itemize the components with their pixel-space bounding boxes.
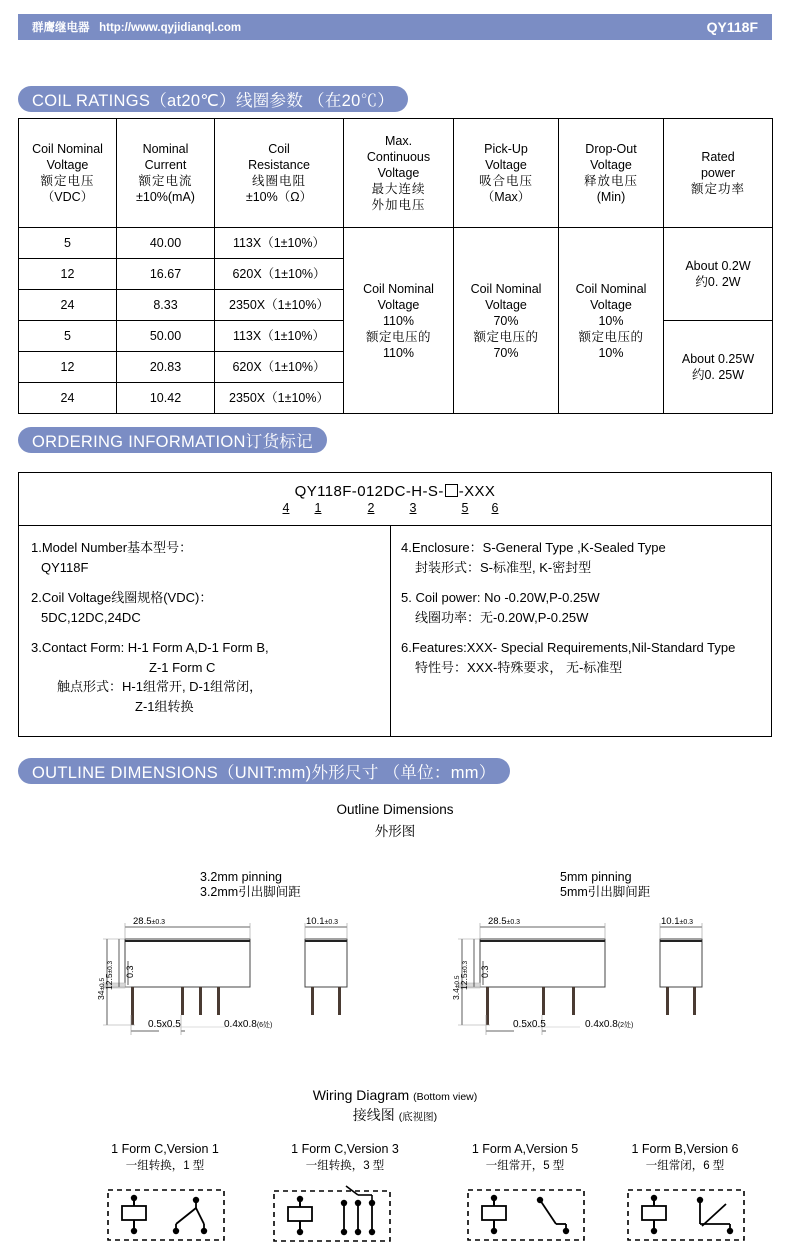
coil-ratings-table <box>18 118 773 414</box>
wiring-symbol-form-c-v3 <box>272 1181 402 1245</box>
puv-l5: 70% <box>493 345 519 360</box>
ordering-code-suffix: -XXX <box>458 482 496 500</box>
wiring-label-en: 1 Form A,Version 5 <box>471 1142 579 1156</box>
puv-l1: Coil Nominal <box>470 281 542 296</box>
dim-tol: ±0.5 <box>99 977 106 991</box>
cell-current: 20.83 <box>117 352 215 383</box>
cell-resistance: 2350X（1±10%） <box>215 290 344 321</box>
cell-current: 16.67 <box>117 259 215 290</box>
dim-value: 12.5 <box>459 973 469 990</box>
oi-line: 触点形式：H-1组常开, D-1组常闭， <box>57 679 263 694</box>
th-line-en1: Max. <box>384 134 413 148</box>
th-line-en2: Voltage <box>485 158 527 172</box>
th-line-unit: (Min) <box>596 190 626 204</box>
wiring-title-en-main: Wiring Diagram <box>312 1087 410 1103</box>
ordering-column-left <box>19 526 391 737</box>
dim-tol: ±0.3 <box>324 919 339 926</box>
dim-value: 0.4x0.8 <box>224 1019 257 1030</box>
left-dim-base: 0.3 <box>125 965 135 978</box>
rp2-en: About 0.25W <box>681 352 755 366</box>
ordering-column-right <box>391 526 771 737</box>
dim-value: 10.1 <box>306 916 325 927</box>
wiring-symbol-form-a-v5 <box>466 1186 586 1244</box>
ordering-item-coil-power <box>401 588 765 627</box>
th-line-en2: Resistance <box>248 158 310 172</box>
cell-resistance: 620X（1±10%） <box>215 259 344 290</box>
oi-line: 特性号：XXX-特殊要求， 无-标准型 <box>415 659 623 675</box>
left-pin-dim-a: 0.5x0.5 <box>148 1019 181 1030</box>
rp2-cn: 约0. 25W <box>691 368 745 382</box>
dim-tol: ±0.3 <box>151 919 166 926</box>
dim-tol: ±0.3 <box>679 919 694 926</box>
puv-l3: 70% <box>493 313 519 328</box>
wiring-label-cn: 一组转换，1 型 <box>125 1160 205 1173</box>
mcv-l1: Coil Nominal <box>363 281 434 296</box>
th-drop-out-voltage <box>559 119 664 228</box>
outline-dimensions-title-en: Outline Dimensions <box>336 802 454 817</box>
cell-current: 50.00 <box>117 321 215 352</box>
cell-resistance: 620X（1±10%） <box>215 352 344 383</box>
dim-tol: ±0.3 <box>107 960 114 974</box>
dim-value: 0.4x0.8 <box>585 1019 618 1030</box>
cell-pick-up-voltage <box>454 228 559 414</box>
header-model: QY118F <box>706 19 758 35</box>
right-dim-base: 0.3 <box>480 965 490 978</box>
ordering-code-prefix: QY118F-012DC-H-S- <box>294 482 444 500</box>
th-line-en2: Voltage <box>46 158 89 172</box>
th-line-en3: Voltage <box>377 166 420 180</box>
th-line-en1: Coil Nominal <box>32 142 103 156</box>
th-line-cn2: 外加电压 <box>371 198 426 212</box>
wiring-title-cn-sub: (底视图) <box>398 1111 438 1123</box>
dim-tol: ±0.5 <box>454 975 461 989</box>
th-line-en1: Coil <box>268 142 290 156</box>
th-line-cn: 释放电压 <box>583 174 638 188</box>
mcv-l5: 110% <box>382 345 415 360</box>
left-dim-height-body <box>104 961 116 990</box>
oi-line: Z-1组转换 <box>135 698 194 714</box>
x: 4 <box>282 500 290 515</box>
th-line-en1: Drop-Out <box>585 142 637 156</box>
right-dim-width <box>488 916 520 929</box>
th-line-en1: Nominal <box>142 142 189 156</box>
th-line-cn: 额定电压 <box>40 174 95 188</box>
page-header-bar <box>18 14 772 40</box>
cell-current: 10.42 <box>117 383 215 414</box>
puv-l4: 额定电压的 <box>473 329 539 344</box>
dov-l3: 10% <box>598 313 624 328</box>
dim-note: (6处) <box>256 1022 273 1029</box>
left-dim-width <box>133 916 165 929</box>
oi-title: 4.Enclosure：S-General Type ,K-Sealed Type <box>401 540 666 555</box>
th-line-en1: Pick-Up <box>484 142 528 156</box>
cell-current: 40.00 <box>117 228 215 259</box>
th-line-en2: power <box>700 166 736 180</box>
th-line-en2: Current <box>144 158 187 172</box>
right-dim-side <box>661 916 693 929</box>
cell-resistance: 113X（1±10%） <box>215 321 344 352</box>
cell-drop-out-voltage <box>559 228 664 414</box>
wiring-label-form-a-v5 <box>435 1140 615 1175</box>
section-title-outline-dimensions: OUTLINE DIMENSIONS（UNIT:mm)外形尺寸 （单位：mm） <box>18 758 510 784</box>
outline-dimensions-title-cn: 外形图 <box>374 824 416 839</box>
th-coil-resistance <box>215 119 344 228</box>
right-drawing-label-cn: 5mm引出脚间距 <box>560 885 651 899</box>
mcv-l2: Voltage <box>377 297 420 312</box>
th-line-en1: Rated <box>701 150 735 164</box>
cell-current: 8.33 <box>117 290 215 321</box>
dim-value: 3.4 <box>451 988 461 1000</box>
th-line-en2: Continuous <box>366 150 431 164</box>
th-line-cn: 额定电流 <box>138 174 193 188</box>
dim-value: 34 <box>96 990 106 1000</box>
dim-value: 12.5 <box>104 973 114 990</box>
th-line-unit: （Max） <box>481 190 531 204</box>
ordering-code <box>295 483 496 500</box>
square-placeholder-icon <box>445 484 458 497</box>
oi-line: 线圈功率：无-0.20W,P-0.25W <box>415 609 589 625</box>
oi-line: Z-1 Form C <box>149 659 216 675</box>
wiring-diagram-title-cn <box>0 1105 790 1127</box>
dim-value: 28.5 <box>133 916 152 927</box>
wiring-label-cn: 一组常开，5 型 <box>485 1160 565 1173</box>
dim-value: 28.5 <box>488 916 507 927</box>
dov-l4: 额定电压的 <box>578 329 644 344</box>
th-line-cn: 最大连续 <box>371 182 426 196</box>
ordering-num-6: 6 <box>491 500 499 515</box>
wiring-diagram-title-en <box>0 1085 790 1107</box>
wiring-symbol-form-c-v1 <box>106 1186 226 1244</box>
th-coil-nominal-voltage <box>19 119 117 228</box>
left-drawing-label-en: 3.2mm pinning <box>200 870 282 884</box>
dim-tol: ±0.3 <box>506 919 521 926</box>
ordering-num-1: 1 <box>314 500 322 515</box>
wiring-symbol-form-b-v6 <box>626 1186 746 1244</box>
th-pick-up-voltage <box>454 119 559 228</box>
ordering-num-5: 5 <box>461 500 469 515</box>
th-line-unit: ±10%(mA) <box>136 190 195 204</box>
right-drawing-label-en: 5mm pinning <box>560 870 632 884</box>
table-row <box>19 228 773 259</box>
wiring-label-en: 1 Form C,Version 3 <box>291 1142 399 1156</box>
ordering-information-box <box>18 472 772 737</box>
header-brand <box>32 19 241 35</box>
left-drawing-label-cn: 3.2mm引出脚间距 <box>200 885 301 899</box>
rp1-en: About 0.2W <box>685 259 751 273</box>
left-pin-dim-b <box>224 1018 272 1032</box>
cell-voltage: 5 <box>19 228 117 259</box>
wiring-title-cn-main: 接线图 <box>352 1107 395 1123</box>
oi-title: 5. Coil power: No -0.20W,P-0.25W <box>401 590 600 605</box>
dov-l2: Voltage <box>590 297 632 312</box>
th-max-continuous-voltage <box>344 119 454 228</box>
right-pin-dim-a: 0.5x0.5 <box>513 1019 546 1030</box>
th-line-cn: 额定功率 <box>690 182 745 196</box>
table-header-row <box>19 119 773 228</box>
cell-voltage: 12 <box>19 259 117 290</box>
section-title-coil-ratings: COIL RATINGS（at20℃）线圈参数 （在20℃） <box>18 86 408 112</box>
dim-value: 10.1 <box>661 916 680 927</box>
th-line-cn: 吸合电压 <box>478 174 533 188</box>
cell-resistance: 2350X（1±10%） <box>215 383 344 414</box>
oi-title: 2.Coil Voltage线圈规格(VDC)： <box>31 590 213 605</box>
rp1-cn: 约0. 2W <box>695 275 741 289</box>
cell-rated-power-025w <box>664 321 773 414</box>
wiring-label-cn: 一组常闭，6 型 <box>645 1160 725 1173</box>
wiring-label-en: 1 Form B,Version 6 <box>631 1142 739 1156</box>
cell-resistance: 113X（1±10%） <box>215 228 344 259</box>
th-line-unit: ±10%（Ω） <box>245 190 313 204</box>
oi-title: 1.Model Number基本型号： <box>31 540 193 555</box>
ordering-num-3: 3 <box>409 500 417 515</box>
th-line-unit: （VDC） <box>41 190 94 204</box>
th-nominal-current <box>117 119 215 228</box>
wiring-label-en: 1 Form C,Version 1 <box>111 1142 219 1156</box>
dov-l5: 10% <box>598 345 624 360</box>
cell-voltage: 24 <box>19 383 117 414</box>
cell-max-continuous-voltage <box>344 228 454 414</box>
wiring-label-form-c-v3 <box>255 1140 435 1175</box>
oi-line: 封装形式：S-标准型, K-密封型 <box>415 559 592 575</box>
cell-rated-power-02w <box>664 228 773 321</box>
th-line-cn: 线圈电阻 <box>251 174 306 188</box>
header-brand-cn: 群鹰继电器 <box>32 22 90 34</box>
oi-line: QY118F <box>41 559 89 575</box>
wiring-label-cn: 一组转换，3 型 <box>305 1160 385 1173</box>
dov-l1: Coil Nominal <box>575 281 647 296</box>
th-rated-power <box>664 119 773 228</box>
oi-line: 5DC,12DC,24DC <box>41 609 141 625</box>
cell-voltage: 24 <box>19 290 117 321</box>
ordering-num-2: 2 <box>367 500 375 515</box>
dim-note: (2处) <box>617 1022 634 1029</box>
ordering-code-area <box>19 473 771 526</box>
wiring-label-form-c-v1 <box>75 1140 255 1175</box>
ordering-item-contact-form <box>31 638 384 716</box>
mcv-l4: 额定电压的 <box>365 329 431 344</box>
dim-tol: ±0.3 <box>462 960 469 974</box>
right-pin-dim-b <box>585 1018 633 1032</box>
mcv-l3: 110% <box>382 313 415 328</box>
ordering-item-model-number <box>31 538 384 577</box>
wiring-label-form-b-v6 <box>595 1140 775 1175</box>
header-url: http://www.qyjidianql.com <box>99 22 242 34</box>
wiring-title-en-sub: (Bottom view) <box>413 1091 478 1103</box>
ordering-item-enclosure <box>401 538 765 577</box>
oi-title: 6.Features:XXX- Special Requirements,Nil-Standard Type <box>401 640 736 655</box>
cell-voltage: 5 <box>19 321 117 352</box>
ordering-code-numbers <box>283 501 508 516</box>
puv-l2: Voltage <box>485 297 527 312</box>
th-line-en2: Voltage <box>590 158 632 172</box>
oi-title: 3.Contact Form: H-1 Form A,D-1 Form B, <box>31 640 269 655</box>
ordering-item-features <box>401 638 765 677</box>
right-dim-height-body <box>459 961 471 990</box>
section-title-ordering-information: ORDERING INFORMATION订货标记 <box>18 427 327 453</box>
ordering-item-coil-voltage <box>31 588 384 627</box>
cell-voltage: 12 <box>19 352 117 383</box>
left-dim-side <box>306 916 338 929</box>
